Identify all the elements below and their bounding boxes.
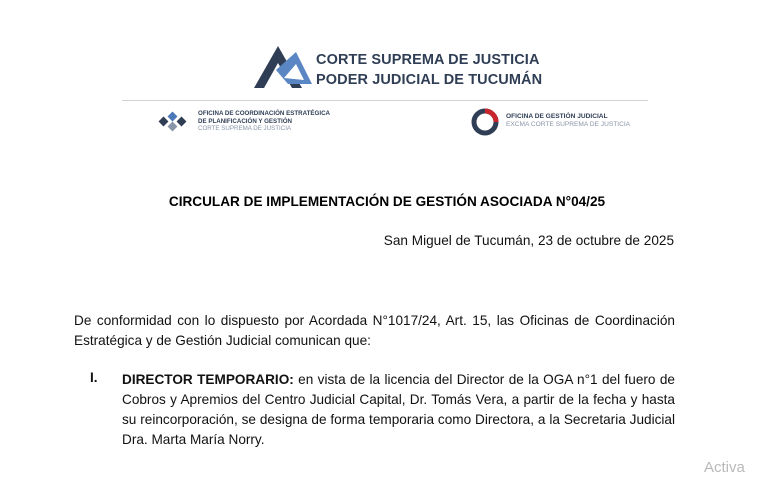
judicial-management-office-name <box>506 113 630 130</box>
item-text: en vista de la licencia del Director de la OGA n°1 del fuero de Cobros y Apremios del Centro Judicial Capital, Dr. Tomás Vera, a partir de la fecha y hasta su reincorporación, se designa de forma temporaria como Directora, a la Secretaria Judicial Dra. Marta María Norry. <box>122 372 675 447</box>
item-lead: DIRECTOR TEMPORARIO: <box>122 372 294 387</box>
item-body <box>122 370 675 450</box>
coordination-office-logo-icon <box>158 110 190 134</box>
document-date: San Miguel de Tucumán, 23 de octubre de 2025 <box>383 233 674 248</box>
coordination-office-line-1: OFICINA DE COORDINACIÓN ESTRATÉGICA <box>198 110 330 117</box>
court-name-title: CORTE SUPREMA DE JUSTICIA <box>316 52 540 68</box>
judicial-power-title: PODER JUDICIAL DE TUCUMÁN <box>316 72 543 88</box>
coordination-office-line-2: DE PLANIFICACIÓN Y GESTIÓN <box>198 117 292 125</box>
judicial-management-office-line-2: EXCMA CORTE SUPREMA DE JUSTICIA <box>506 121 631 129</box>
item-numeral: I. <box>90 370 98 385</box>
corte-suprema-emblem-icon <box>254 44 312 88</box>
judicial-management-office-line-1: OFICINA DE GESTIÓN JUDICIAL <box>506 113 608 120</box>
judicial-management-office-logo-icon <box>470 107 500 137</box>
document-title: CIRCULAR DE IMPLEMENTACIÓN DE GESTIÓN ASOCIADA N°04/25 <box>168 194 606 209</box>
activation-watermark: Activa <box>704 459 745 476</box>
coordination-office-name <box>198 110 330 133</box>
coordination-office-line-3: CORTE SUPREMA DE JUSTICIA <box>198 125 292 133</box>
intro-paragraph: De conformidad con lo dispuesto por Acordada N°1017/24, Art. 15, las Oficinas de Coordinación Estratégica y de Gestión Judicial comunican que: <box>74 313 675 348</box>
header-divider <box>122 100 648 101</box>
